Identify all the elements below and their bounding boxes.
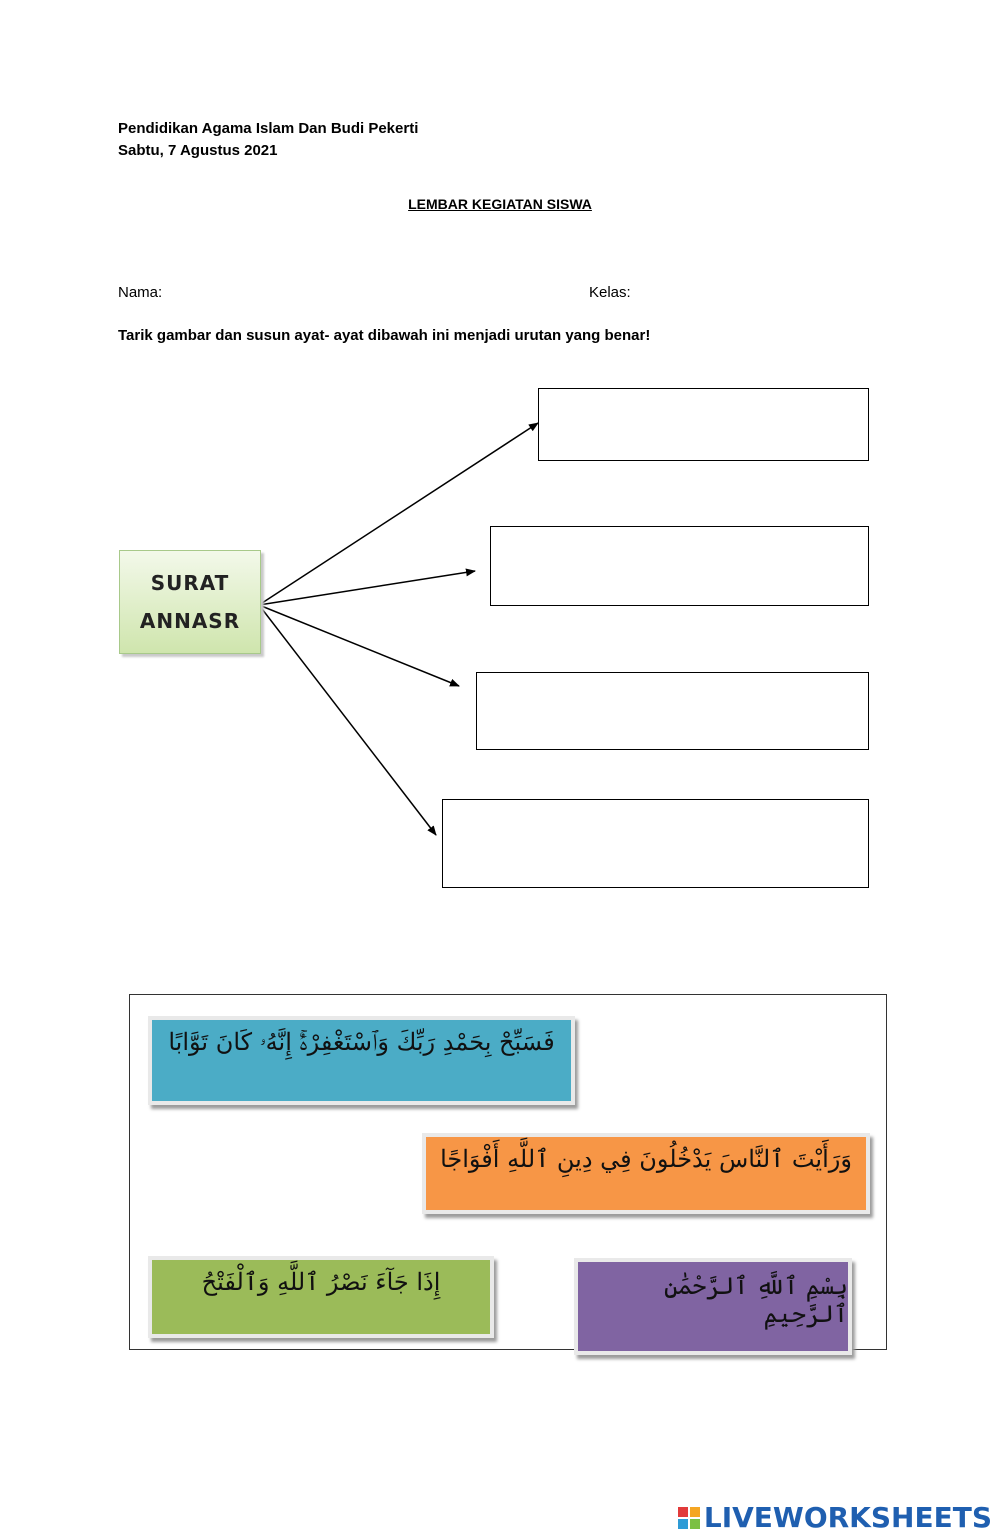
verse-card-basmala[interactable] [574,1258,852,1355]
instruction: Tarik gambar dan susun ayat- ayat dibawah ini menjadi urutan yang benar! [118,327,651,344]
verse-card-3[interactable] [148,1016,575,1105]
verse-text: بِسْمِ ٱللَّهِ ٱلرَّحْمَٰنِ ٱلرَّحِيمِ [663,1272,848,1328]
page-title: LEMBAR KEGIATAN SISWA [408,196,592,212]
logo-text: LIVEWORKSHEETS [703,1501,992,1534]
drop-box-4[interactable] [442,799,869,888]
header-subject: Pendidikan Agama Islam Dan Budi Pekerti [118,120,419,137]
verse-text: فَسَبِّحْ بِحَمْدِ رَبِّكَ وَٱسْتَغْفِرْهُۚ إِنَّهُۥ كَانَ تَوَّابًا [168,1028,555,1056]
arrow-2 [259,571,475,605]
verse-text: وَرَأَيْتَ ٱلنَّاسَ يَدْخُلُونَ فِي دِينِ ٱللَّهِ أَفْوَاجًا [440,1145,852,1173]
surat-annasr-box [119,550,261,654]
drop-box-3[interactable] [476,672,869,750]
surah-name: ANNASR [139,609,241,633]
arrow-3 [259,605,459,686]
header-date: Sabtu, 7 Agustus 2021 [118,142,278,159]
nama-label: Nama: [118,284,163,301]
verse-text: إِذَا جَآءَ نَصْرُ ٱللَّهِ وَٱلْفَتْحُ [201,1268,441,1296]
verse-card-1[interactable] [148,1256,494,1338]
arrow-4 [259,605,436,835]
verse-card-2[interactable] [422,1133,870,1214]
kelas-label: Kelas: [589,284,631,301]
surat-label: SURAT [150,571,230,595]
drop-box-1[interactable] [538,388,869,461]
drop-box-2[interactable] [490,526,869,606]
logo-icon [678,1507,700,1529]
liveworksheets-logo [678,1501,992,1534]
